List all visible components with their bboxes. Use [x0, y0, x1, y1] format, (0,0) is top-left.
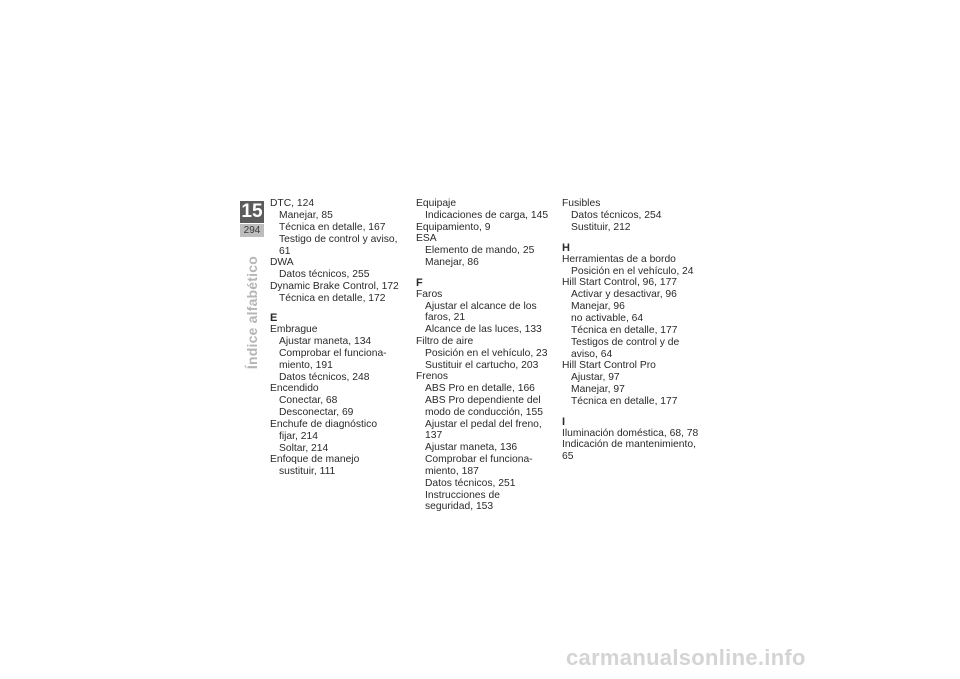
index-entry: Hill Start Control, 96, 177	[562, 277, 678, 288]
index-subentry: Posición en el vehículo, 24	[571, 265, 694, 277]
index-subentry: Manejar, 96	[571, 301, 625, 312]
index-subentry: Ajustar, 97	[571, 372, 620, 383]
index-subentry: Manejar, 97	[571, 384, 625, 395]
index-entry: Frenos	[416, 371, 449, 382]
index-subentry: fijar, 214	[279, 430, 318, 442]
index-subentry: Técnica en detalle, 167	[279, 222, 386, 233]
index-subentry: Técnica en detalle, 177	[571, 325, 678, 336]
index-entry: DWA	[270, 257, 294, 268]
index-subentry: Ajustar maneta, 134	[279, 336, 372, 347]
index-continuation: miento, 187	[425, 465, 479, 477]
chapter-tab	[240, 201, 264, 237]
index-subentry: Activar y desactivar, 96	[571, 289, 677, 300]
index-subentry: Comprobar el funciona-	[425, 454, 533, 465]
index-subentry: Ajustar el pedal del freno, 137	[425, 418, 542, 441]
index-subentry: Ajustar el alcance de los	[425, 300, 537, 312]
index-entry: ESA	[416, 233, 437, 244]
letter-heading: H	[562, 241, 570, 254]
index-subentry: Soltar, 214	[279, 442, 329, 454]
index-column-3	[562, 198, 702, 462]
index-entry: Enchufe de diagnóstico	[270, 418, 378, 430]
index-subentry: Conectar, 68	[279, 395, 338, 406]
index-entry: Equipaje	[416, 198, 457, 209]
index-subentry: Testigos de control y de	[571, 337, 680, 348]
index-entry: Enfoque de manejo	[270, 454, 360, 465]
index-subentry: no activable, 64	[571, 313, 644, 324]
index-subentry: Elemento de mando, 25	[425, 245, 535, 256]
letter-heading: E	[270, 312, 278, 324]
watermark: carmanualsonline.info	[566, 645, 806, 670]
index-subentry: Sustituir el cartucho, 203	[425, 359, 539, 371]
chapter-title-vertical	[240, 238, 264, 388]
index-subentry: Técnica en detalle, 172	[279, 292, 386, 304]
index-subentry: Posición en el vehículo, 23	[425, 347, 548, 359]
index-column-1	[270, 198, 410, 478]
letter-heading: I	[562, 415, 566, 428]
index-subentry: Técnica en detalle, 177	[571, 396, 678, 407]
index-continuation: modo de conducción, 155	[425, 406, 543, 418]
index-continuation: aviso, 64	[571, 348, 613, 360]
index-subentry: Datos técnicos, 248	[279, 371, 370, 383]
letter-heading: F	[416, 276, 423, 289]
index-entry: Embrague	[270, 324, 318, 335]
index-entry: Indicación de mantenimiento, 65	[562, 439, 696, 462]
index-entry: Iluminación doméstica, 68, 78	[562, 427, 699, 439]
index-continuation: seguridad, 153	[425, 501, 494, 512]
index-subentry: sustituir, 111	[279, 466, 336, 477]
page-number: 294	[240, 224, 264, 237]
index-subentry: Comprobar el funciona-	[279, 348, 387, 359]
index-subentry: Testigo de control y aviso, 61	[279, 234, 398, 257]
index-subentry: Sustituir, 212	[571, 222, 631, 233]
index-subentry: Alcance de las luces, 133	[425, 324, 542, 335]
index-subentry: Datos técnicos, 254	[571, 210, 662, 221]
index-continuation: faros, 21	[425, 312, 466, 323]
index-subentry: Manejar, 85	[279, 210, 333, 221]
chapter-number: 15	[241, 201, 263, 222]
index-entry: Encendido	[270, 383, 319, 394]
index-subentry: Manejar, 86	[425, 257, 479, 268]
index-subentry: ABS Pro dependiente del	[425, 395, 541, 406]
index-subentry: Datos técnicos, 251	[425, 477, 516, 489]
chapter-title: Índice alfabético	[244, 256, 260, 370]
index-subentry: Desconectar, 69	[279, 407, 354, 418]
index-subentry: Indicaciones de carga, 145	[425, 210, 549, 221]
index-column-2	[416, 198, 556, 513]
index-entry: Fusibles	[562, 198, 601, 209]
index-entry: Equipamiento, 9	[416, 221, 491, 233]
index-entry: Hill Start Control Pro	[562, 360, 656, 371]
index-entry: Herramientas de a bordo	[562, 253, 676, 265]
index-subentry: ABS Pro en detalle, 166	[425, 383, 535, 394]
index-entry: Faros	[416, 288, 443, 300]
index-entry: DTC, 124	[270, 198, 315, 209]
index-entry: Dynamic Brake Control, 172	[270, 280, 399, 292]
index-subentry: Datos técnicos, 255	[279, 269, 370, 280]
index-entry: Filtro de aire	[416, 335, 474, 347]
index-subentry: Ajustar maneta, 136	[425, 442, 518, 453]
index-subentry: Instrucciones de	[425, 489, 500, 501]
index-continuation: miento, 191	[279, 359, 333, 371]
